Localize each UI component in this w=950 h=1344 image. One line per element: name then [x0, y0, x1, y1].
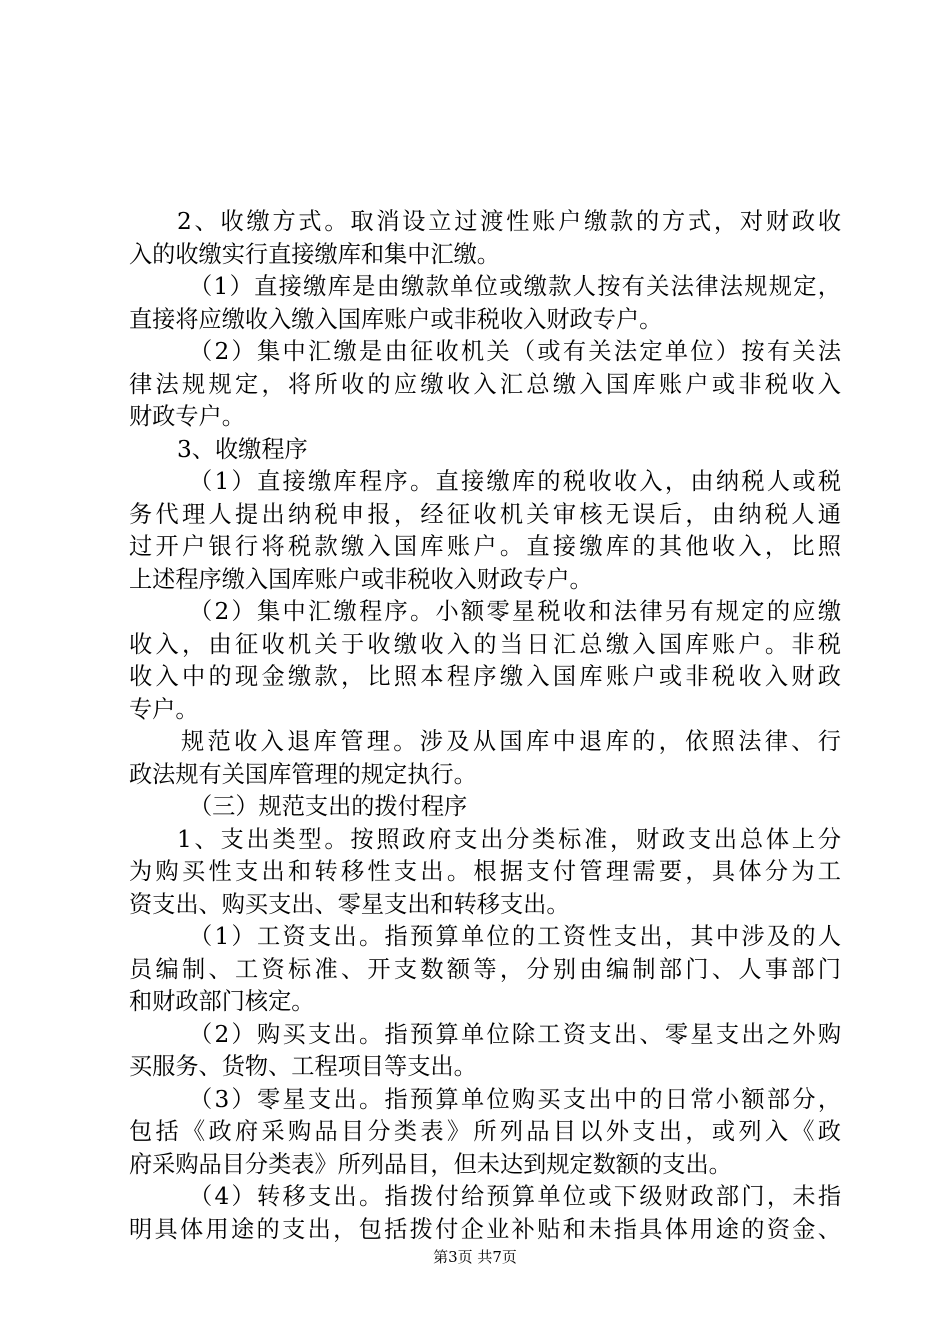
paragraph-line: 为购买性支出和转移性支出。根据支付管理需要，具体分为工 — [129, 858, 841, 885]
paragraph-line: 上述程序缴入国库账户或非税收入财政专户。 — [129, 565, 593, 593]
paragraph — [129, 1084, 841, 1182]
paragraph-line: （3）零星支出。指预算单位购买支出中的日常小额部分， — [189, 1085, 841, 1113]
paragraph-line: 1、支出类型。按照政府支出分类标准，财政支出总体上分 — [177, 825, 841, 853]
paragraph — [129, 271, 841, 336]
document-body — [129, 206, 841, 1246]
page-footer: 第3页 共7页 — [433, 1248, 517, 1266]
paragraph-line: 入的收缴实行直接缴库和集中汇缴。 — [129, 240, 500, 268]
paragraph-line: 规范收入退库管理。涉及从国库中退库的，依照法律、行 — [181, 728, 841, 755]
paragraph-line: 2、收缴方式。取消设立过渡性账户缴款的方式，对财政收 — [177, 208, 841, 235]
paragraph-line: 财政专户。 — [129, 403, 245, 430]
paragraph-line: 收入中的现金缴款，比照本程序缴入国库账户或非税收入财政 — [129, 663, 841, 690]
paragraph-line: 包括《政府采购品目分类表》所列品目以外支出，或列入《政 — [129, 1118, 841, 1145]
paragraph — [129, 596, 841, 726]
paragraph — [129, 466, 841, 596]
paragraph — [129, 206, 841, 271]
paragraph-line: 3、收缴程序 — [177, 435, 308, 463]
paragraph-line: 务代理人提出纳税申报，经征收机关审核无误后，由纳税人通 — [129, 500, 841, 528]
paragraph — [129, 434, 841, 467]
paragraph-line: 和财政部门核定。 — [129, 988, 315, 1015]
paragraph — [129, 1019, 841, 1084]
paragraph-line: 买服务、货物、工程项目等支出。 — [129, 1053, 477, 1080]
paragraph-line: 专户。 — [129, 695, 199, 723]
paragraph — [129, 791, 841, 824]
paragraph-line: 直接将应缴收入缴入国库账户或非税收入财政专户。 — [129, 305, 663, 333]
paragraph-line: 府采购品目分类表》所列品目，但未达到规定数额的支出。 — [129, 1150, 732, 1178]
paragraph-line: 政法规有关国库管理的规定执行。 — [129, 760, 477, 788]
paragraph — [129, 336, 841, 434]
paragraph — [129, 1181, 841, 1246]
paragraph-line: 员编制、工资标准、开支数额等，分别由编制部门、人事部门 — [129, 955, 841, 983]
paragraph — [129, 726, 841, 791]
paragraph-line: （2）集中汇缴是由征收机关（或有关法定单位）按有关法 — [189, 338, 841, 365]
paragraph-line: 过开户银行将税款缴入国库账户。直接缴库的其他收入，比照 — [129, 533, 841, 560]
paragraph — [129, 824, 841, 922]
paragraph-line: （三）规范支出的拨付程序 — [189, 793, 468, 820]
paragraph-line: 资支出、购买支出、零星支出和转移支出。 — [129, 890, 570, 918]
paragraph-line: 收入，由征收机关于收缴收入的当日汇总缴入国库账户。非税 — [129, 630, 841, 658]
paragraph-line: （1）工资支出。指预算单位的工资性支出，其中涉及的人 — [189, 923, 841, 950]
paragraph — [129, 921, 841, 1019]
paragraph-line: 律法规规定，将所收的应缴收入汇总缴入国库账户或非税收入 — [129, 370, 841, 398]
paragraph-line: 明具体用途的支出，包括拨付企业补贴和未指具体用途的资金、 — [129, 1215, 841, 1243]
paragraph-line: （2）集中汇缴程序。小额零星税收和法律另有规定的应缴 — [189, 598, 841, 625]
paragraph-line: （1）直接缴库程序。直接缴库的税收收入，由纳税人或税 — [189, 468, 841, 495]
paragraph-line: （4）转移支出。指拨付给预算单位或下级财政部门，未指 — [189, 1183, 841, 1210]
paragraph-line: （2）购买支出。指预算单位除工资支出、零星支出之外购 — [189, 1020, 841, 1048]
paragraph-line: （1）直接缴库是由缴款单位或缴款人按有关法律法规规定， — [189, 273, 841, 300]
